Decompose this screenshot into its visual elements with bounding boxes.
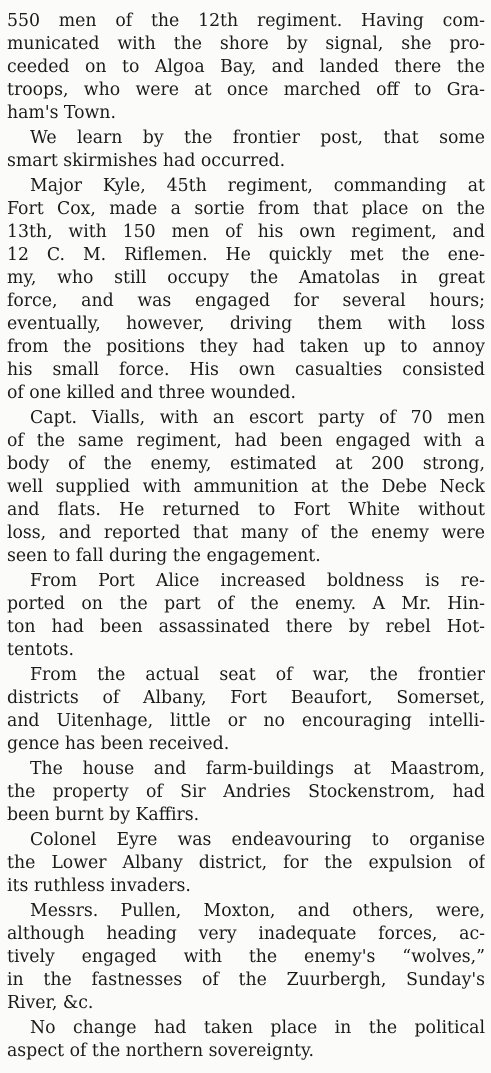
text-line: force, and was engaged for several hours;: [7, 291, 485, 311]
text-line: ham's Town.: [7, 103, 116, 123]
text-line: gence has been received.: [7, 734, 230, 754]
text-line: its ruthless invaders.: [7, 876, 191, 896]
text-line: From Port Alice increased boldness is re-: [30, 571, 485, 591]
text-line: and flats. He returned to Fort White without: [7, 500, 485, 520]
text-line: been burnt by Kaffirs.: [7, 805, 200, 825]
text-line: ceeded on to Algoa Bay, and landed there the: [7, 57, 485, 77]
paragraph-northern-sovereignty: [7, 1017, 485, 1063]
text-line: tively engaged with the enemy's “wolves,”: [7, 947, 485, 967]
text-line: loss, and reported that many of the enemy were: [7, 523, 485, 543]
text-line: 12 C. M. Riflemen. He quickly met the ene-: [7, 245, 485, 265]
text-line: smart skirmishes had occurred.: [7, 151, 286, 171]
text-line: well supplied with ammunition at the Debe Neck: [7, 477, 485, 497]
text-line: tentots.: [7, 640, 74, 660]
paragraph-troops-landed: [7, 10, 485, 125]
text-line: From the actual seat of war, the frontier: [30, 665, 485, 685]
text-line: body of the enemy, estimated at 200 strong,: [7, 454, 485, 474]
text-line: although heading very inadequate forces, ac-: [7, 924, 485, 944]
paragraph-colonel-eyre: [7, 829, 485, 898]
text-line: in the fastnesses of the Zuurbergh, Sunday's: [7, 970, 485, 990]
text-line: The house and farm-buildings at Maastrom,: [30, 759, 485, 779]
text-line: ported on the part of the enemy. A Mr. Hin-: [7, 594, 485, 614]
text-line: his small force. His own casualties consisted: [7, 360, 485, 380]
text-line: my, who still occupy the Amatolas in great: [7, 268, 485, 288]
paragraph-seat-of-war: [7, 664, 485, 756]
text-line: seen to fall during the engagement.: [7, 546, 321, 566]
text-line: 550 men of the 12th regiment. Having com-: [7, 11, 485, 31]
text-line: municated with the shore by signal, she pro-: [7, 34, 485, 54]
paragraph-frontier-post: [7, 127, 485, 173]
text-line: the property of Sir Andries Stockenstrom, had: [7, 782, 485, 802]
paragraph-messrs-pullen: [7, 900, 485, 1015]
paragraph-capt-vialls: [7, 407, 485, 568]
paragraph-maastrom: [7, 758, 485, 827]
text-line: of one killed and three wounded.: [7, 383, 296, 403]
text-line: Colonel Eyre was endeavouring to organise: [30, 830, 485, 850]
text-line: the Lower Albany district, for the expulsion of: [7, 853, 485, 873]
text-line: No change had taken place in the political: [30, 1018, 485, 1038]
text-line: districts of Albany, Fort Beaufort, Somerset,: [7, 688, 485, 708]
text-line: 13th, with 150 men of his own regiment, and: [7, 222, 485, 242]
text-line: River, &c.: [7, 993, 94, 1013]
text-line: Messrs. Pullen, Moxton, and others, were,: [30, 901, 485, 921]
text-line: aspect of the northern sovereignty.: [7, 1041, 315, 1061]
text-line: We learn by the frontier post, that some: [30, 128, 485, 148]
text-line: eventually, however, driving them with loss: [7, 314, 485, 334]
text-line: and Uitenhage, little or no encouraging intelli-: [7, 711, 485, 731]
paragraph-port-alice: [7, 570, 485, 662]
text-line: Fort Cox, made a sortie from that place on the: [7, 199, 485, 219]
text-line: ton had been assassinated there by rebel Hot-: [7, 617, 485, 637]
text-line: Capt. Vialls, with an escort party of 70 men: [30, 408, 485, 428]
text-line: troops, who were at once marched off to Gra-: [7, 80, 485, 100]
text-line: Major Kyle, 45th regiment, commanding at: [30, 176, 485, 196]
text-line: from the positions they had taken up to annoy: [7, 337, 485, 357]
text-line: of the same regiment, had been engaged with a: [7, 431, 485, 451]
paragraph-major-kyle: [7, 175, 485, 405]
